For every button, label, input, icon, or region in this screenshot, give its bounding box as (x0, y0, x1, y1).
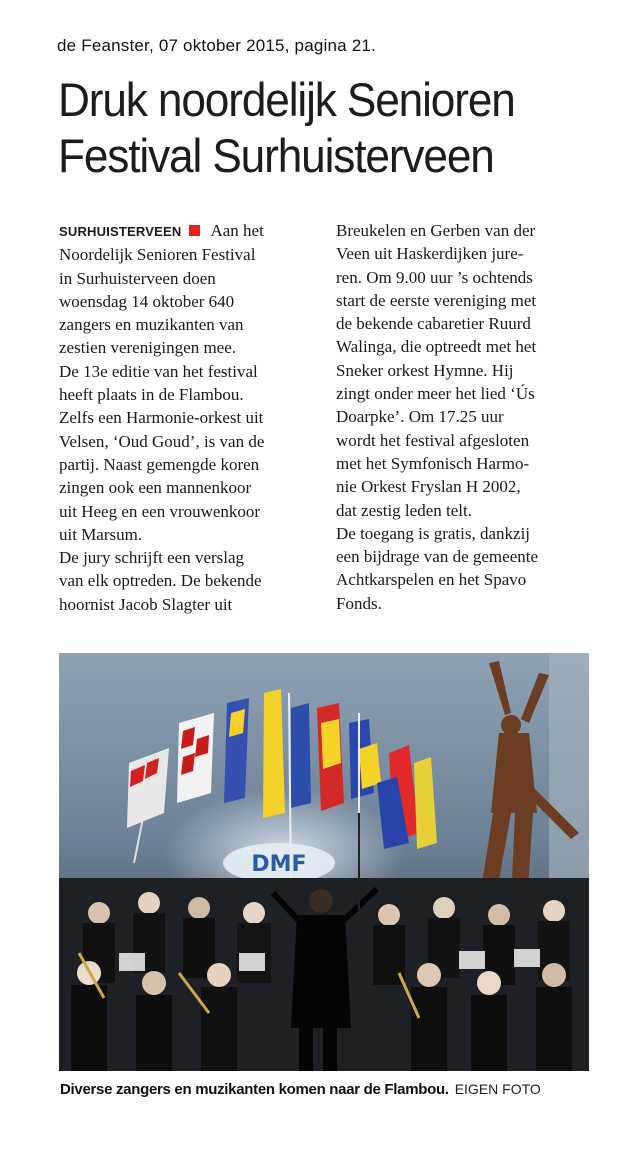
headline-line-1: Druk noordelijk Senioren (58, 73, 515, 126)
photo-credit: EIGEN FOTO (454, 1081, 541, 1097)
article-line: Breukelen en Gerben van der (336, 221, 536, 240)
article-column-left (59, 219, 321, 616)
article-line: partij. Naast gemengde koren (59, 454, 260, 474)
article-line: zingen ook een mannenkoor (59, 478, 252, 498)
headline-line-2: Festival Surhuisterveen (58, 129, 494, 182)
article-line: de bekende cabaretier Ruurd (336, 314, 531, 334)
article-headline (58, 72, 584, 184)
article-line: De jury schrijft een verslag (59, 548, 245, 568)
concert-photo (59, 653, 589, 1071)
article-line: Walinga, die optreedt met het (336, 337, 537, 357)
article-line: De 13e editie van het festival (59, 361, 258, 381)
article-line: start de eerste vereniging met (336, 290, 537, 310)
article-line: nie Orkest Fryslan H 2002, (336, 477, 521, 497)
article-line: hoornist Jacob Slagter uit (59, 594, 233, 614)
article-line: Doarpke’. Om 17.25 uur (336, 407, 504, 427)
article-column-right (336, 219, 598, 615)
dateline: SURHUISTERVEEN (59, 224, 182, 239)
article-line: Fonds. (336, 593, 382, 613)
article-line: Achtkarspelen en het Spavo (336, 570, 527, 590)
article-line: een bijdrage van de gemeente (336, 547, 539, 567)
article-line: De toegang is gratis, dankzij (336, 523, 531, 543)
stage-sign (223, 843, 335, 883)
article-line: uit Heeg en een vrouwenkoor (59, 501, 261, 521)
photo-caption (60, 1081, 541, 1098)
article-line: wordt het festival afgesloten (336, 430, 530, 450)
article-line (59, 219, 321, 243)
article-line: dat zestig leden telt. (336, 500, 472, 520)
source-line: de Feanster, 07 oktober 2015, pagina 21. (57, 36, 376, 55)
article-line: Zelfs een Harmonie-orkest uit (59, 408, 264, 428)
article-line: Sneker orkest Hymne. Hij (336, 360, 514, 380)
article-line: ren. Om 9.00 uur ’s ochtends (336, 267, 533, 287)
stage-sign-text: DMF (251, 852, 307, 877)
article-line-text: Aan het (210, 221, 264, 240)
article-line: zangers en muzikanten van (59, 315, 244, 335)
red-square-icon (189, 225, 200, 236)
article-line: Veen uit Haskerdijken jure- (336, 244, 524, 264)
article-line: zingt onder meer het lied ‘Ús (336, 384, 535, 404)
article-line: uit Marsum. (59, 524, 143, 544)
article-line: heeft plaats in de Flambou. (59, 385, 244, 405)
article-line: woensdag 14 oktober 640 (59, 291, 235, 311)
article-line: Velsen, ‘Oud Goud’, is van de (59, 431, 265, 451)
article-line: van elk optreden. De bekende (59, 571, 262, 591)
article-line: zestien verenigingen mee. (59, 338, 237, 358)
article-line: Noordelijk Senioren Festival (59, 245, 256, 265)
article-line: in Surhuisterveen doen (59, 268, 216, 288)
article-line: met het Symfonisch Harmo- (336, 453, 530, 473)
caption-text: Diverse zangers en muzikanten komen naar de Flambou. (60, 1081, 449, 1098)
